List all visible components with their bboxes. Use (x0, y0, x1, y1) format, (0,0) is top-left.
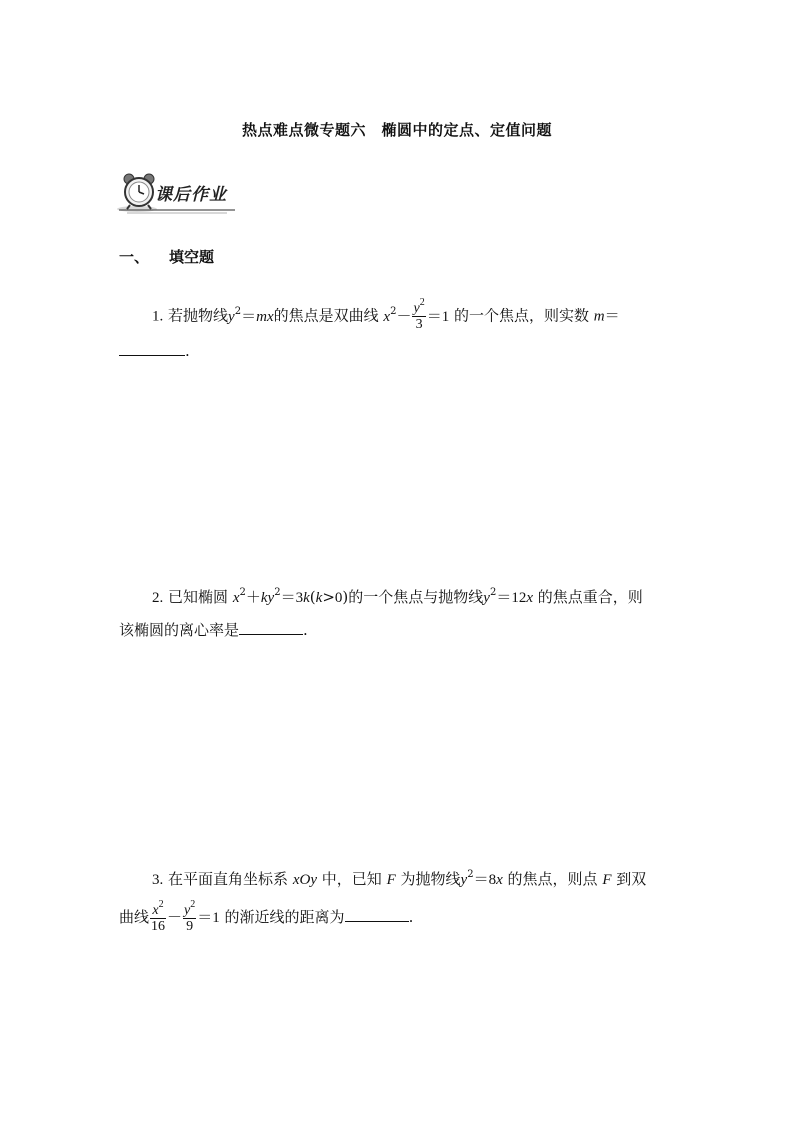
question-1-line-2: . (119, 340, 190, 361)
question-3-line-1: 3. 在平面直角坐标系 xOy 中，已知 F 为抛物线$y^2=8x$ 的焦点，则点 F 到双 (152, 869, 647, 888)
badge-label: 课后作业 (155, 185, 227, 205)
math-expression: $x^2-$ $\frac{y^2}{3}$ ＝1 (383, 297, 450, 332)
math-expression: $y^2=mx$ (228, 305, 274, 325)
question-2-line-1: 2. 已知椭圆 $x^2+ky^2=3k(k>0)$的一个焦点与抛物线$y^2=12x$ 的焦点重合，则 (152, 587, 643, 606)
section-number: 一、 (119, 248, 150, 266)
answer-blank[interactable] (239, 619, 303, 635)
math-expression: $y^2=8x$ (460, 869, 503, 888)
answer-blank[interactable] (345, 906, 409, 922)
math-expression: $y^2=12x$ (483, 587, 533, 606)
question-number: 1. (152, 308, 164, 325)
question-2-line-2: 该椭圆的离心率是 . (119, 621, 308, 639)
page-title: 热点难点微专题六 椭圆中的定点、定值问题 (241, 121, 552, 139)
answer-blank[interactable] (119, 340, 185, 356)
question-3-line-2: 曲线 $\frac{x^2}{16}$ － $\frac{y^2}{9}$ ＝1 的渐近线的距离为 . (119, 898, 414, 934)
math-expression: $x^2+ky^2=3k(k>0)$ (232, 587, 349, 606)
homework-badge (117, 170, 237, 215)
question-1-line-1: 1. 若抛物线$y^2=mx$的焦点是双曲线 $x^2-$ $\frac{y^2}{3}$ ＝1 的一个焦点，则实数 m＝ (152, 297, 620, 332)
math-expression: $\frac{x^2}{16}$ － $\frac{y^2}{9}$ ＝1 (151, 898, 220, 934)
question-number: 2. (152, 590, 164, 606)
question-number: 3. (152, 872, 164, 888)
section-label: 填空题 (169, 248, 215, 266)
section-heading (119, 246, 214, 267)
